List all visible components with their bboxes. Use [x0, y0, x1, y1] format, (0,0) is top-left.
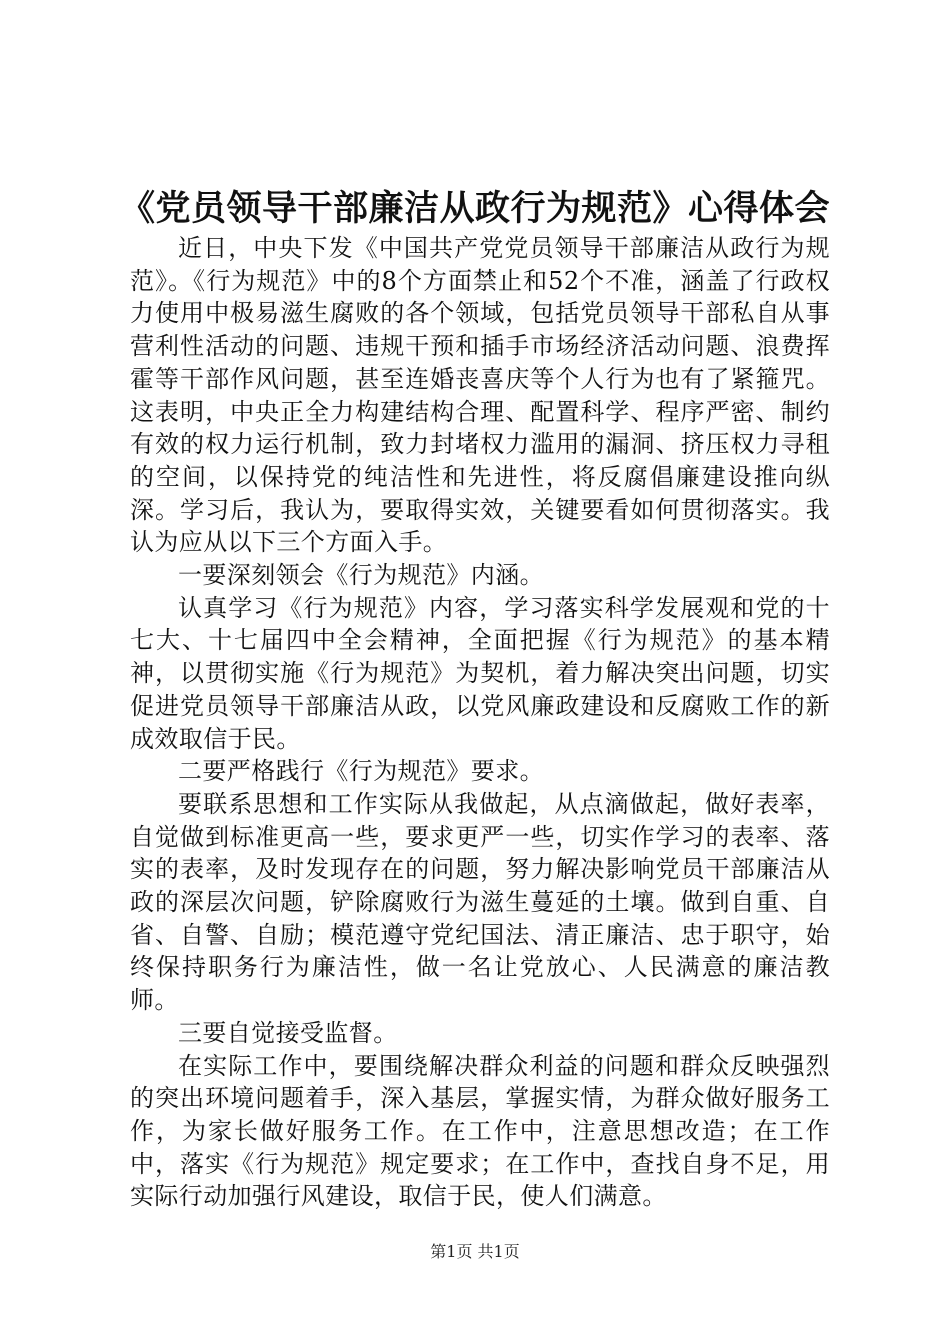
- document-title: 《党员领导干部廉洁从政行为规范》心得体会: [119, 188, 830, 229]
- paragraph-body-3: 在实际工作中，要围绕解决群众利益的问题和群众反映强烈的突出环境问题着手，深入基层，掌握实情，为群众做好服务工作，为家长做好服务工作。在工作中，注意思想改造；在工作中，落实《行为规范》规定要求；在工作中，查找自身不足，用实际行动加强行风建设，取信于民，使人们满意。: [130, 1051, 830, 1211]
- paragraph-heading-2: 二要严格践行《行为规范》要求。: [178, 757, 544, 786]
- paragraph-heading-3: 三要自觉接受监督。: [178, 1018, 398, 1047]
- paragraph-body-2: 要联系思想和工作实际从我做起，从点滴做起，做好表率，自觉做到标准更高一些，要求更严一些，切实作学习的表率、落实的表率，及时发现存在的问题，努力解决影响党员干部廉洁从政的深层次问题，铲除腐败行为滋生蔓延的土壤。做到自重、自省、自警、自励；模范遵守党纪国法、清正廉洁、忠于职守，始终保持职务行为廉洁性，做一名让党放心、人民满意的廉洁教师。: [130, 789, 830, 1015]
- document-body: [130, 232, 830, 1213]
- paragraph-intro: 近日，中央下发《中国共产党党员领导干部廉洁从政行为规范》。《行为规范》中的8个方面禁止和52个不准，涵盖了行政权力使用中极易滋生腐败的各个领域，包括党员领导干部私自从事营利性活动的问题、违规干预和插手市场经济活动问题、浪费挥霍等干部作风问题，甚至连婚丧喜庆等个人行为也有了紧箍咒。这表明，中央正全力构建结构合理、配置科学、程序严密、制约有效的权力运行机制，致力封堵权力滥用的漏洞、挤压权力寻租的空间，以保持党的纯洁性和先进性，将反腐倡廉建设推向纵深。学习后，我认为，要取得实效，关键要看如何贯彻落实。我认为应从以下三个方面入手。: [130, 234, 830, 557]
- paragraph-heading-1: 一要深刻领会《行为规范》内涵。: [178, 561, 544, 590]
- page-number-footer: 第1页 共1页: [430, 1242, 520, 1261]
- paragraph-body-1: 认真学习《行为规范》内容，学习落实科学发展观和党的十七大、十七届四中全会精神，全面把握《行为规范》的基本精神，以贯彻实施《行为规范》为契机，着力解决突出问题，切实促进党员领导干部廉洁从政，以党风廉政建设和反腐败工作的新成效取信于民。: [130, 593, 830, 753]
